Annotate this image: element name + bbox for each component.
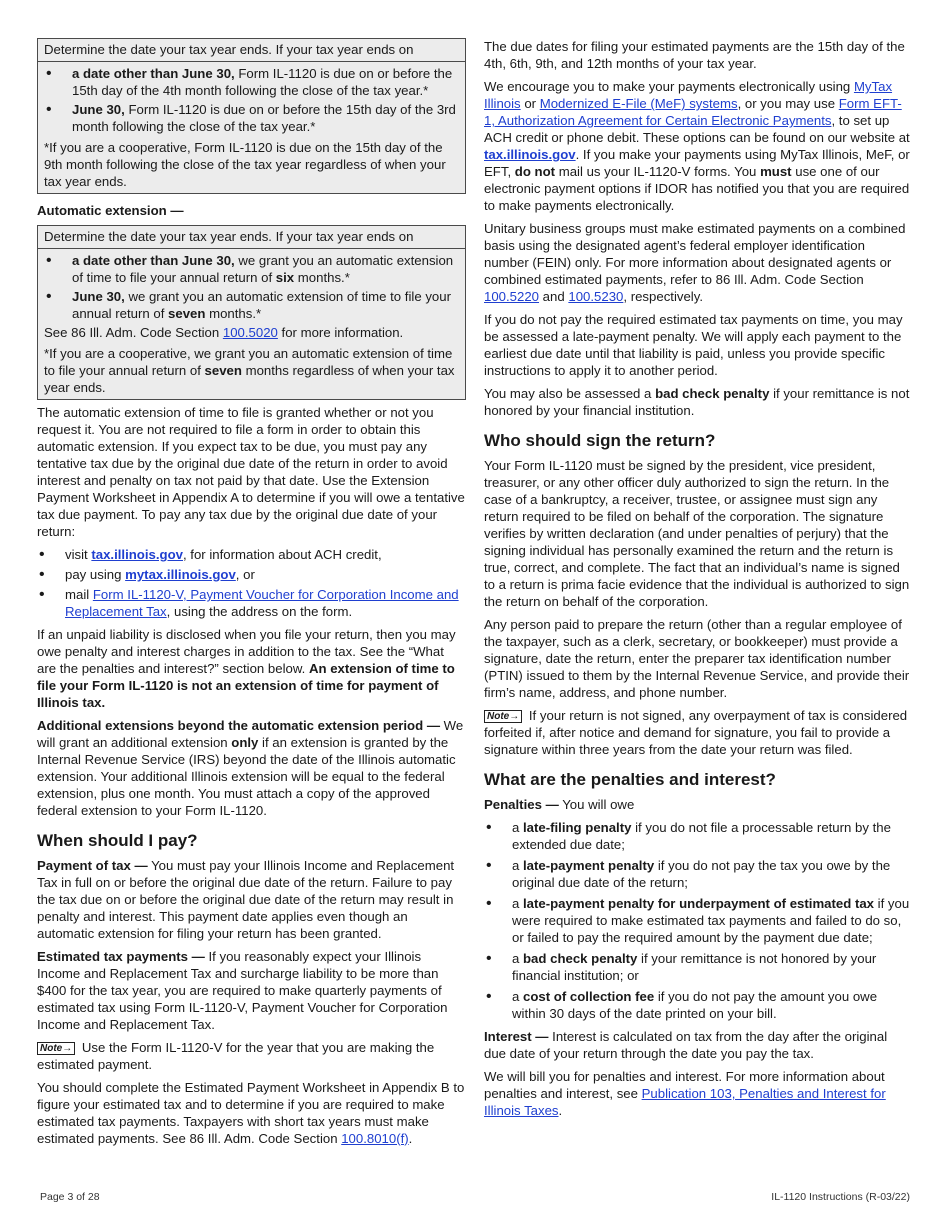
late-payment-paragraph: If you do not pay the required estimated tax payments on time, you may be assessed a late-payment penalty. We will apply each payment to the earliest due date until that liability is paid, unless you provide specific instructions to apply it to another period. [484, 312, 903, 378]
note-icon: Note→ [484, 710, 522, 723]
form-il-1120-v-link[interactable]: Form IL-1120-V, Payment Voucher for Corporation Income and Replacement Tax [65, 587, 459, 619]
form-revision: IL-1120 Instructions (R-03/22) [771, 1191, 910, 1203]
extension-item-june: • June 30, we grant you an automatic extension of time to file your annual return of seven months.* [44, 288, 459, 322]
estimated-tax-payments-paragraph: Estimated tax payments — If you reasonably expect your Illinois Income and Replacement Tax and surcharge liability to be more than $400 for the tax year, you are required to make quarterly payments of estimated tax using Form IL-1120-V, Payment Voucher for Corporation Income and Replacement Tax. [37, 949, 448, 1032]
note-icon: Note→ [37, 1042, 75, 1055]
tax-illinois-gov-link-2[interactable]: tax.illinois.gov [484, 147, 576, 162]
mytax-illinois-gov-link[interactable]: mytax.illinois.gov [125, 567, 236, 582]
penalties-interest-heading: What are the penalties and interest? [484, 770, 776, 789]
signature-paragraph: Your Form IL-1120 must be signed by the president, vice president, treasurer, or any other officer duly authorized to sign the return. In the case of a bankruptcy, a receiver, trustee, or assignee must sign any return required to be filed on behalf of the corporation. The signature verifies by written declaration (and under penalties of perjury) that the signing individual has personally examined the return and the return is true, correct, and complete. The fact that an individual’s name is signed to a return is prima facie evidence that the individual is authorized to sign the return on behalf of the corporation. [484, 458, 910, 609]
extension-box [37, 225, 466, 400]
code-100-5230-link[interactable]: 100.5230 [568, 289, 624, 304]
electronic-payments-paragraph: We encourage you to make your payments electronically using MyTax Illinois or Modernized E-File (MeF) systems, or you may use Form EFT-1, Authorization Agreement for Certain Electronic Payments, to set up ACH credit or phone debit. These options can be found on our website at tax.illinois.gov. If you make your payments using MyTax Illinois, MeF, or EFT, do not mail us your IL-1120-V forms. You must use one of our electronic payment options if IDOR has notified you that you are required to make payments electronically. [484, 79, 910, 213]
estimated-due-dates-paragraph: The due dates for filing your estimated payments are the 15th day of the 4th, 6th, 9th, and 12th months of your tax year. [484, 39, 905, 71]
paid-preparer-paragraph: Any person paid to prepare the return (other than a regular employee of the taxpayer, such as a clerk, secretary, or bookkeeper) must provide a signature, date the return, enter the preparer tax identification number (PTIN) issued to them by the Internal Revenue Service, and provide their firm’s name, address, and phone number. [484, 617, 910, 700]
left-column [37, 38, 466, 1153]
extension-cooperative-note: *If you are a cooperative, we grant you an automatic extension of time to file your annual return of seven months regardless of when your tax year ends. [44, 346, 455, 395]
right-column [484, 38, 912, 1125]
penalty-item: • a late-filing penalty if you do not file a processable return by the extended due date; [484, 819, 912, 853]
note-unsigned-return-paragraph: Note→ If your return is not signed, any overpayment of tax is considered forfeited if, after notice and demand for signature, you fail to provide a signature within three years from the date your return was filed. [484, 708, 908, 757]
extension-box-heading: Determine the date your tax year ends. If your tax year ends on [38, 226, 465, 249]
estimated-worksheet-paragraph: You should complete the Estimated Payment Worksheet in Appendix B to figure your estimated tax and to determine if you are required to make estimated tax payments. Taxpayers with short tax years must make estimated payments. See 86 Ill. Adm. Code Section 100.8010(f). [37, 1080, 465, 1146]
penalties-list [484, 819, 912, 1022]
due-date-item-other: • a date other than June 30, Form IL-1120 is due on or before the 15th day of the 4th month following the close of the tax year.* [44, 65, 459, 99]
code-100-5220-link[interactable]: 100.5220 [484, 289, 540, 304]
payment-option-mail: • mail Form IL-1120-V, Payment Voucher for Corporation Income and Replacement Tax, using the address on the form. [37, 586, 466, 620]
payment-of-tax-paragraph: Payment of tax — You must pay your Illinois Income and Replacement Tax in full on or before the original due date of the return. Failure to pay the tax due on or before the original due date of the return may result in penalty and interest. This payment date applies even though an automatic extension for filing your return has been granted. [37, 858, 455, 941]
due-date-box [37, 38, 466, 194]
bad-check-paragraph: You may also be assessed a bad check penalty if your remittance is not honored by your financial institution. [484, 386, 910, 418]
unpaid-liability-paragraph: If an unpaid liability is disclosed when you file your return, then you may owe penalty and interest charges in addition to the tax. See the “What are the penalties and interest?” section below. An extension of time to file your Form IL-1120 is not an extension of time for payment of Illinois tax. [37, 627, 456, 710]
automatic-extension-paragraph: The automatic extension of time to file is granted whether or not you request it. You are not required to file a form in order to obtain this automatic extension. If you expect tax to be due, you must pay any tentative tax due by the original due date of the return in order to avoid interest and penalty on tax not paid by that date. Use the Extension Payment Worksheet in Appendix A to determine if you will owe a tentative tax due payment. To pay any tax due by the original due date of your return: [37, 405, 465, 539]
due-date-box-heading: Determine the date your tax year ends. If your tax year ends on [38, 39, 465, 62]
publication-103-link[interactable]: Publication 103, Penalties and Interest for Illinois Taxes [484, 1086, 886, 1118]
automatic-extension-heading: Automatic extension — [37, 203, 184, 218]
tax-illinois-gov-link[interactable]: tax.illinois.gov [91, 547, 183, 562]
billing-paragraph: We will bill you for penalties and interest. For more information about penalties and interest, see Publication 103, Penalties and Interest for Illinois Taxes. [484, 1069, 886, 1118]
mytax-illinois-link[interactable]: MyTax Illinois [484, 79, 893, 111]
code-100-5020-link[interactable]: 100.5020 [222, 325, 278, 340]
form-eft-1-link[interactable]: Form EFT-1, Authorization Agreement for Certain Electronic Payments [484, 96, 902, 128]
interest-paragraph: Interest — Interest is calculated on tax from the day after the original due date of your return through the date you pay the tax. [484, 1029, 888, 1061]
penalty-item: • a cost of collection fee if you do not pay the amount you owe within 30 days of the date printed on your bill. [484, 988, 912, 1022]
additional-extensions-paragraph: Additional extensions beyond the automatic extension period — We will grant an additional extension only if an extension is granted by the Internal Revenue Service (IRS) beyond the date of the Illinois automatic extension. Your additional Illinois extension will be equal to the federal extension, plus one month. You must attach a copy of the approved federal extension to your Form IL-1120. [37, 718, 464, 818]
unitary-groups-paragraph: Unitary business groups must make estimated payments on a combined basis using the designated agent’s federal employer identification number (FEIN) only. For more information about designated agents or combined estimated payments, refer to 86 Ill. Adm. Code Section 100.5220 and 100.5230, respectively. [484, 221, 906, 304]
extension-item-other: • a date other than June 30, we grant you an automatic extension of time to file your annual return of six months.* [44, 252, 459, 286]
payment-option-mytax: • pay using mytax.illinois.gov, or [37, 566, 466, 583]
note-il-1120-v-paragraph: Note→ Use the Form IL-1120-V for the year that you are making the estimated payment. [37, 1040, 435, 1072]
penalties-intro: Penalties — You will owe [484, 797, 635, 812]
when-should-i-pay-heading: When should I pay? [37, 831, 198, 850]
penalty-item: • a late-payment penalty for underpayment of estimated tax if you were required to make estimated tax payments and failed to do so, or failed to pay the required amount by the payment due date; [484, 895, 912, 946]
due-date-footnote: *If you are a cooperative, Form IL-1120 is due on the 15th day of the 9th month following the close of the tax year regardless of when your tax year ends. [44, 140, 446, 189]
mef-systems-link[interactable]: Modernized E-File (MeF) systems [539, 96, 738, 111]
penalty-item: • a late-payment penalty if you do not pay the tax you owe by the original due date of the return; [484, 857, 912, 891]
payment-option-visit: • visit tax.illinois.gov, for information about ACH credit, [37, 546, 466, 563]
penalty-item: • a bad check penalty if your remittance is not honored by your financial institution; or [484, 950, 912, 984]
payment-options-list [37, 546, 466, 620]
page-number: Page 3 of 28 [40, 1191, 100, 1203]
extension-see-code: See 86 Ill. Adm. Code Section 100.5020 for more information. [44, 325, 404, 340]
due-date-item-june: • June 30, Form IL-1120 is due on or before the 15th day of the 3rd month following the close of the tax year.* [44, 101, 459, 135]
code-100-8010-link[interactable]: 100.8010(f) [341, 1131, 409, 1146]
who-should-sign-heading: Who should sign the return? [484, 431, 716, 450]
